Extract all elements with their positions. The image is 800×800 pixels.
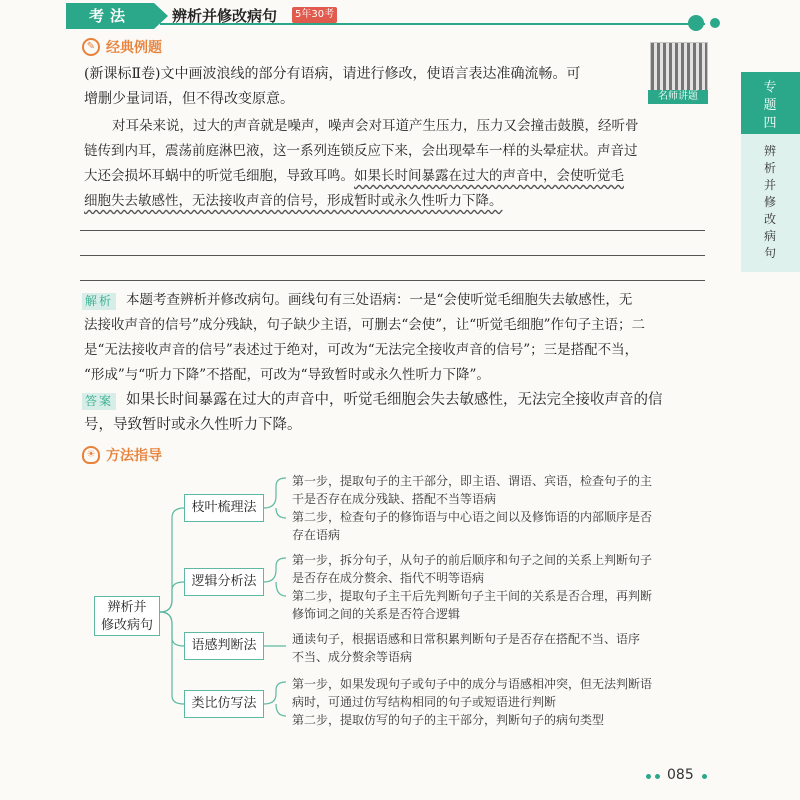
header-badge: 5年30考 [292, 7, 337, 23]
analysis-tag: 解析 [82, 293, 116, 310]
branch-detail-line: 病时，可通过仿写结构相同的句子或短语进行判断 [292, 695, 557, 709]
branch-detail-line: 第二步，提取仿写的句子的主干部分，判断句子的病句类型 [292, 713, 605, 727]
page-number-dot [655, 774, 660, 779]
wavy-underlined-text: 细胞失去敏感性，无法接收声音的信号，形成暂时或永久性听力下降。 [84, 193, 503, 209]
analysis-line: 本题考查辨析并修改病句。画线句有三处语病：一是“会使听觉毛细胞失去敏感性，无 [126, 292, 633, 308]
branch-detail-line: 干是否存在成分残缺、搭配不当等语病 [292, 492, 497, 506]
branch-box: 逻辑分析法 [184, 568, 264, 596]
side-tab-topic-char: 改 [763, 212, 776, 226]
branch-box: 类比仿写法 [184, 690, 264, 718]
branch-detail-line: 第二步，检查句子的修饰语与中心语之间以及修饰语的内部顺序是否 [292, 510, 653, 524]
mind-map-root-line: 辨析并 [107, 600, 147, 615]
passage-text: 大还会损坏耳蜗中的听觉毛细胞，导致耳鸣。 [84, 168, 354, 184]
side-tab-head-char: 专 [763, 80, 777, 95]
answer-tag: 答案 [82, 393, 116, 410]
mind-map-root-line: 修改病句 [100, 618, 153, 633]
question-prompt-line: (新课标Ⅱ卷)文中画波浪线的部分有语病，请进行修改，使语言表达准确流畅。可 [84, 66, 581, 82]
page-number-dot [646, 774, 651, 779]
header-title: 辨析并修改病句 [172, 7, 278, 25]
pencil-icon: ✎ [82, 38, 100, 56]
branch-detail-line: 第一步，拆分句子，从句子的前后顺序和句子之间的关系上判断句子 [292, 553, 653, 567]
side-tab-topic-char: 析 [763, 161, 776, 175]
qr-code-label: 名师讲题 [648, 90, 708, 104]
passage-line: 对耳朵来说，过大的声音就是噪声，噪声会对耳道产生压力，压力又会撞击鼓膜，经听骨 [112, 118, 639, 134]
side-tab-topic-char: 病 [763, 229, 776, 243]
question-prompt-line: 增删少量词语，但不得改变原意。 [84, 91, 294, 107]
side-tab-head-char: 题 [763, 98, 777, 113]
analysis-line: “形成”与“听力下降”不搭配，可改为“导致暂时或永久性听力下降”。 [84, 367, 490, 383]
side-tab-topic-char: 句 [763, 246, 776, 260]
branch-detail-line: 第一步，提取句子的主干部分，即主语、谓语、宾语，检查句子的主 [292, 474, 653, 488]
branch-detail-line: 存在语病 [292, 528, 341, 542]
connector-line [264, 478, 286, 518]
wavy-underlined-text: 如果长时间暴露在过大的声音中，会使听觉毛 [354, 168, 624, 184]
answer-line: 如果长时间暴露在过大的声音中，听觉毛细胞会失去敏感性，无法完全接收声音的信 [126, 392, 663, 408]
analysis-line: 是“无法接收声音的信号”表述过于绝对，可改为“无法完全接收声音的信号”；三是搭配不当， [84, 342, 639, 358]
side-tab-topic-char: 修 [763, 195, 776, 209]
branch-detail-line: 第二步，提取句子主干后先判断句子主干间的关系是否合理，再判断 [292, 589, 653, 603]
example-section-title: 经典例题 [106, 40, 162, 56]
method-section-title: 方法指导 [106, 448, 162, 464]
connector-line [264, 558, 286, 596]
branch-detail-line: 修饰词之间的关系是否符合逻辑 [292, 607, 461, 621]
header-tab: 考法 [66, 3, 154, 29]
connector-line [160, 612, 184, 704]
page-number-dot [702, 774, 707, 779]
analysis-line: 法接收声音的信号”成分残缺，句子缺少主语，可删去“会使”，让“听觉毛细胞”作句子主语；二 [84, 317, 646, 333]
branch-detail-line: 第一步，如果发现句子或句子中的成分与语感相冲突，但无法判断语 [292, 677, 653, 691]
side-tab-head-char: 四 [763, 116, 777, 131]
branch-box: 语感判断法 [184, 632, 264, 660]
lightbulb-icon: ☀ [82, 446, 100, 464]
side-tab-topic-char: 辨 [763, 144, 776, 158]
branch-detail-line: 通读句子，根据语感和日常积累判断句子是否存在搭配不当、语序 [292, 632, 641, 646]
branch-detail-line: 是否存在成分赘余、指代不明等语病 [292, 571, 485, 585]
page-number: 085 [667, 767, 694, 783]
side-tab-topic-char: 并 [763, 178, 776, 192]
mind-map-root [94, 596, 160, 636]
branch-box: 枝叶梳理法 [184, 494, 264, 522]
branch-detail-line: 不当、成分赘余等语病 [292, 650, 413, 664]
passage-line: 链传到内耳，震荡前庭淋巴液，这一系列连锁反应下来，会出现晕车一样的头晕症状。声音过 [84, 143, 638, 159]
answer-line: 号，导致暂时或永久性听力下降。 [84, 417, 302, 433]
connector-line [264, 682, 286, 716]
